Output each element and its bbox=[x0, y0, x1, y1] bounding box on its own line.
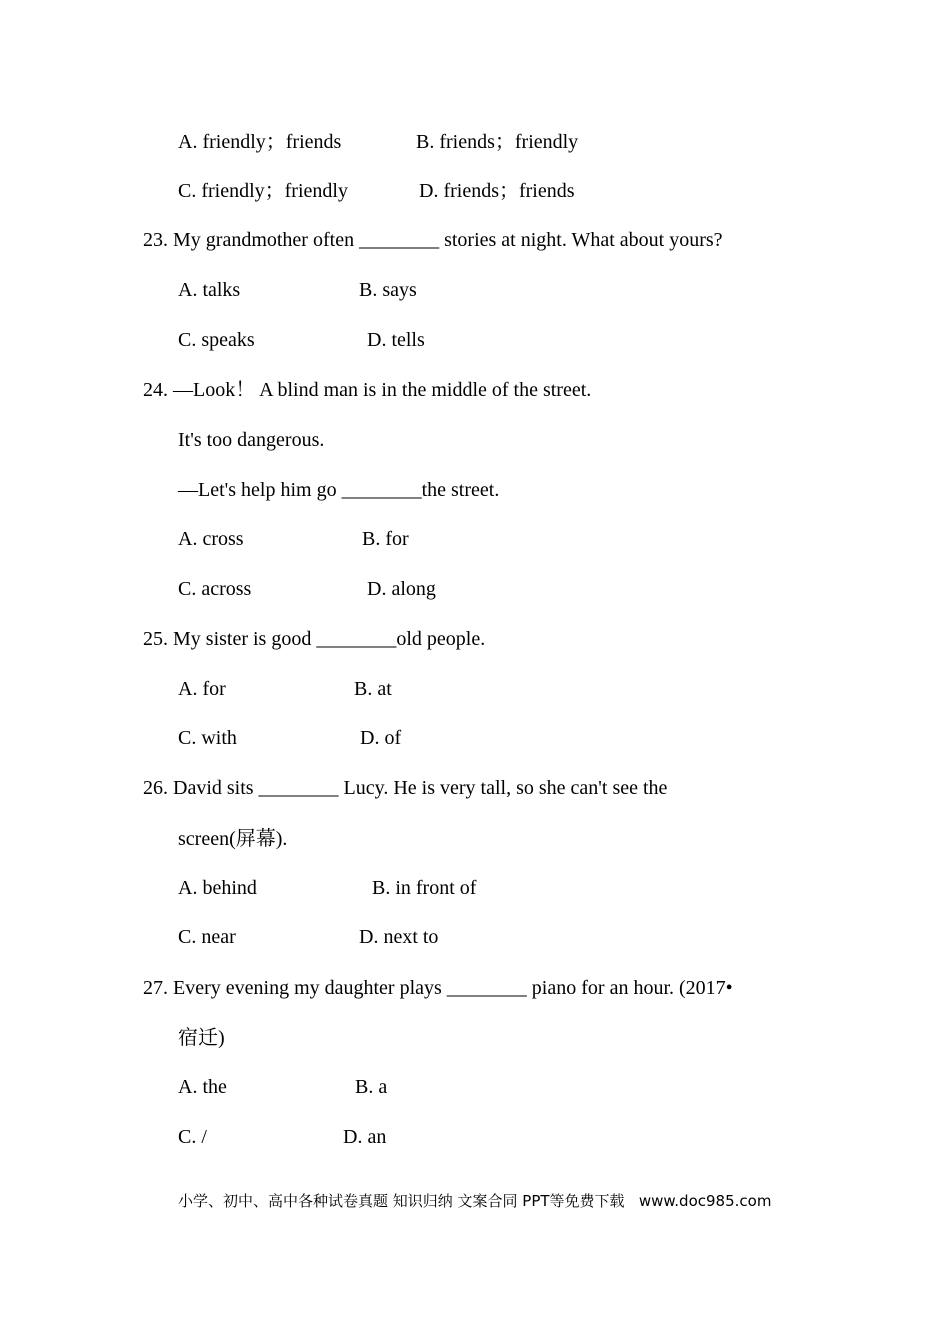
q22-option-a: A. friendly；friends bbox=[178, 131, 342, 153]
page-footer: 小学、初中、高中各种试卷真题 知识归纳 文案合同 PPT等免费下载 www.doc985.com bbox=[178, 1192, 772, 1210]
q26-stem-line1: 26. David sits ________ Lucy. He is very tall, so she can't see the bbox=[143, 777, 668, 799]
q24-option-c: C. across bbox=[178, 578, 252, 600]
q26-option-b: B. in front of bbox=[372, 877, 477, 899]
q24-stem-line2: It's too dangerous. bbox=[178, 429, 325, 451]
q25-option-d: D. of bbox=[360, 727, 402, 749]
q25-stem: 25. My sister is good ________old people. bbox=[143, 628, 486, 650]
q27-option-b: B. a bbox=[355, 1076, 388, 1098]
q23-option-d: D. tells bbox=[367, 329, 425, 351]
q27-option-a: A. the bbox=[178, 1076, 227, 1098]
q26-stem-line2: screen(屏幕). bbox=[178, 828, 288, 850]
q27-option-c: C. / bbox=[178, 1126, 207, 1148]
q23-option-c: C. speaks bbox=[178, 329, 255, 351]
q26-option-d: D. next to bbox=[359, 926, 439, 948]
q24-option-a: A. cross bbox=[178, 528, 244, 550]
q22-option-b: B. friends；friendly bbox=[416, 131, 579, 153]
q25-option-c: C. with bbox=[178, 727, 237, 749]
q24-option-b: B. for bbox=[362, 528, 409, 550]
q26-option-c: C. near bbox=[178, 926, 236, 948]
q23-stem: 23. My grandmother often ________ stories at night. What about yours? bbox=[143, 229, 723, 251]
q24-stem-line3: —Let's help him go ________the street. bbox=[178, 479, 500, 501]
q24-option-d: D. along bbox=[367, 578, 436, 600]
q23-option-a: A. talks bbox=[178, 279, 241, 301]
q26-option-a: A. behind bbox=[178, 877, 257, 899]
q25-option-b: B. at bbox=[354, 678, 392, 700]
q27-stem-line2: 宿迁) bbox=[178, 1027, 225, 1049]
q22-option-c: C. friendly；friendly bbox=[178, 180, 348, 202]
q23-option-b: B. says bbox=[359, 279, 417, 301]
q22-option-d: D. friends；friends bbox=[419, 180, 575, 202]
q25-option-a: A. for bbox=[178, 678, 226, 700]
q27-option-d: D. an bbox=[343, 1126, 387, 1148]
q24-stem-line1: 24. —Look！ A blind man is in the middle of the street. bbox=[143, 379, 592, 401]
q27-stem-line1: 27. Every evening my daughter plays ________ piano for an hour. (2017• bbox=[143, 977, 733, 999]
